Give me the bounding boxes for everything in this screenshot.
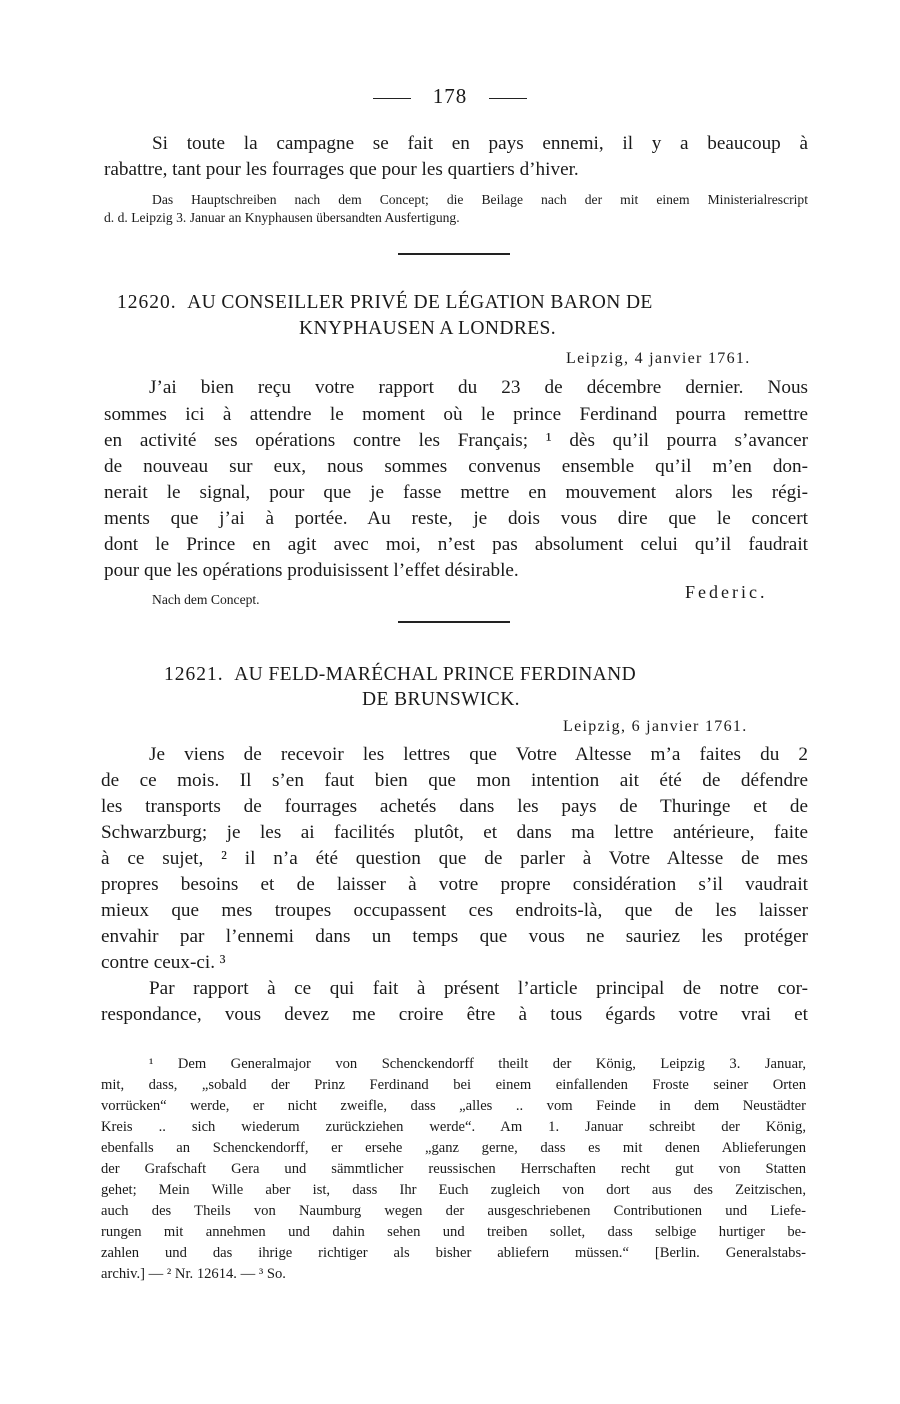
header-dash-right [489,98,527,99]
footnote-line: rungen mit annehmen und dahin sehen und treiben sollet, dass selbige hurtiger be- [101,1224,806,1240]
letter-body-line: en activité ses opérations contre les Français; ¹ dès qu’il pourra s’avancer [104,430,808,451]
letter-body-line: Par rapport à ce qui fait à présent l’article principal de notre cor- [149,978,808,999]
footnote-line: mit, dass, „sobald der Prinz Ferdinand bei einem einfallenden Froste seiner Orten [101,1077,806,1093]
letter-body-line: mieux que mes troupes occupassent ces endroits-là, que de les laisser [101,900,808,921]
intro-line-1: Si toute la campagne se fait en pays ennemi, il y a beaucoup à [152,133,808,154]
footnote-line: ebenfalls an Schenckendorff, er ersehe „ganz gerne, dass es mit denen Ablieferungen [101,1140,806,1156]
letter-number: 12620. [117,292,177,313]
source-note-line-2: d. d. Leipzig 3. Januar an Knyphausen übersandten Ausfertigung. [104,210,460,225]
letter-body-line: les transports de fourrages achetés dans les pays de Thuringe et de [101,796,808,817]
letter-body-line: nerait le signal, pour que je fasse mettre en mouvement alors les régi- [104,482,808,503]
letter-body-line: de nouveau sur eux, nous sommes convenus ensemble qu’il m’en don- [104,456,808,477]
letter-body-line: sommes ici à attendre le moment où le prince Ferdinand pourra remettre [104,404,808,425]
section-divider [398,621,510,623]
letter-heading-line-2: DE BRUNSWICK. [362,689,520,710]
header-dash-left [373,98,411,99]
letter-body-line: de ce mois. Il s’en faut bien que mon intention ait été de défendre [101,770,808,791]
letter-title: AU FELD-MARÉCHAL PRINCE FERDINAND [234,664,637,685]
letter-body-line: Schwarzburg; je les ai facilités plutôt, et dans ma lettre antérieure, faite [101,822,808,843]
letter-title: AU CONSEILLER PRIVÉ DE LÉGATION BARON DE [187,292,653,313]
letter-heading-line-2: KNYPHAUSEN A LONDRES. [299,318,557,339]
letter-body-line: J’ai bien reçu votre rapport du 23 de décembre dernier. Nous [149,377,808,398]
letter-heading-line-1 [117,292,653,314]
footnote-line: ¹ Dem Generalmajor von Schenckendorff theilt der König, Leipzig 3. Januar, [149,1056,806,1072]
footnote-line: archiv.] — ² Nr. 12614. — ³ So. [101,1266,286,1282]
footnote-line: Kreis .. sich wiederum zurückziehen werde“. Am 1. Januar schreibt der König, [101,1119,806,1135]
letter-signature: Federic. [685,582,768,602]
letter-body-line: ments que j’ai à portée. Au reste, je dois vous dire que le concert [104,508,808,529]
section-divider [398,253,510,255]
letter-body-line: envahir par l’ennemi dans un temps que vous ne sauriez les protéger [101,926,808,947]
letter-heading-line-1 [164,664,636,686]
letter-date: Leipzig, 6 janvier 1761. [563,718,748,735]
letter-source: Nach dem Concept. [152,592,260,607]
footnote-line: gehet; Mein Wille aber ist, dass Ihr Euch zugleich von dort aus des Zeitzischen, [101,1182,806,1198]
letter-body-line: propres besoins et de laisser à votre propre considération s’il vaudrait [101,874,808,895]
letter-body-line: Je viens de recevoir les lettres que Votre Altesse m’a faites du 2 [149,744,808,765]
letter-body-line: pour que les opérations produisissent l’effet désirable. [104,560,519,581]
letter-body-line: à ce sujet, ² il n’a été question que de parler à Votre Altesse de mes [101,848,808,869]
letter-body-line: respondance, vous devez me croire être à tous égards votre vrai et [101,1004,808,1025]
footnote-line: vorrücken“ werde, er nicht zweifle, dass „alles .. vom Feinde in dem Neustädter [101,1098,806,1114]
page-header [0,84,900,109]
letter-body-line: contre ceux-ci. ³ [101,952,226,973]
footnote-line: der Grafschaft Gera und sämmtlicher reussischen Herrschaften recht gut von Statten [101,1161,806,1177]
footnote-line: auch des Theils von Naumburg wegen der ausgeschriebenen Contributionen und Liefe- [101,1203,806,1219]
page-number: 178 [432,84,468,108]
letter-body-line: dont le Prince en agit avec moi, n’est pas absolument celui qu’il faudrait [104,534,808,555]
intro-line-2: rabattre, tant pour les fourrages que pour les quartiers d’hiver. [104,159,579,180]
source-note-line-1: Das Hauptschreiben nach dem Concept; die Beilage nach der mit einem Ministerialrescript [152,192,808,207]
letter-number: 12621. [164,664,224,685]
letter-date: Leipzig, 4 janvier 1761. [566,350,751,367]
footnote-line: zahlen und das ihrige richtiger als bisher abliefern müssen.“ [Berlin. Generalstabs- [101,1245,806,1261]
